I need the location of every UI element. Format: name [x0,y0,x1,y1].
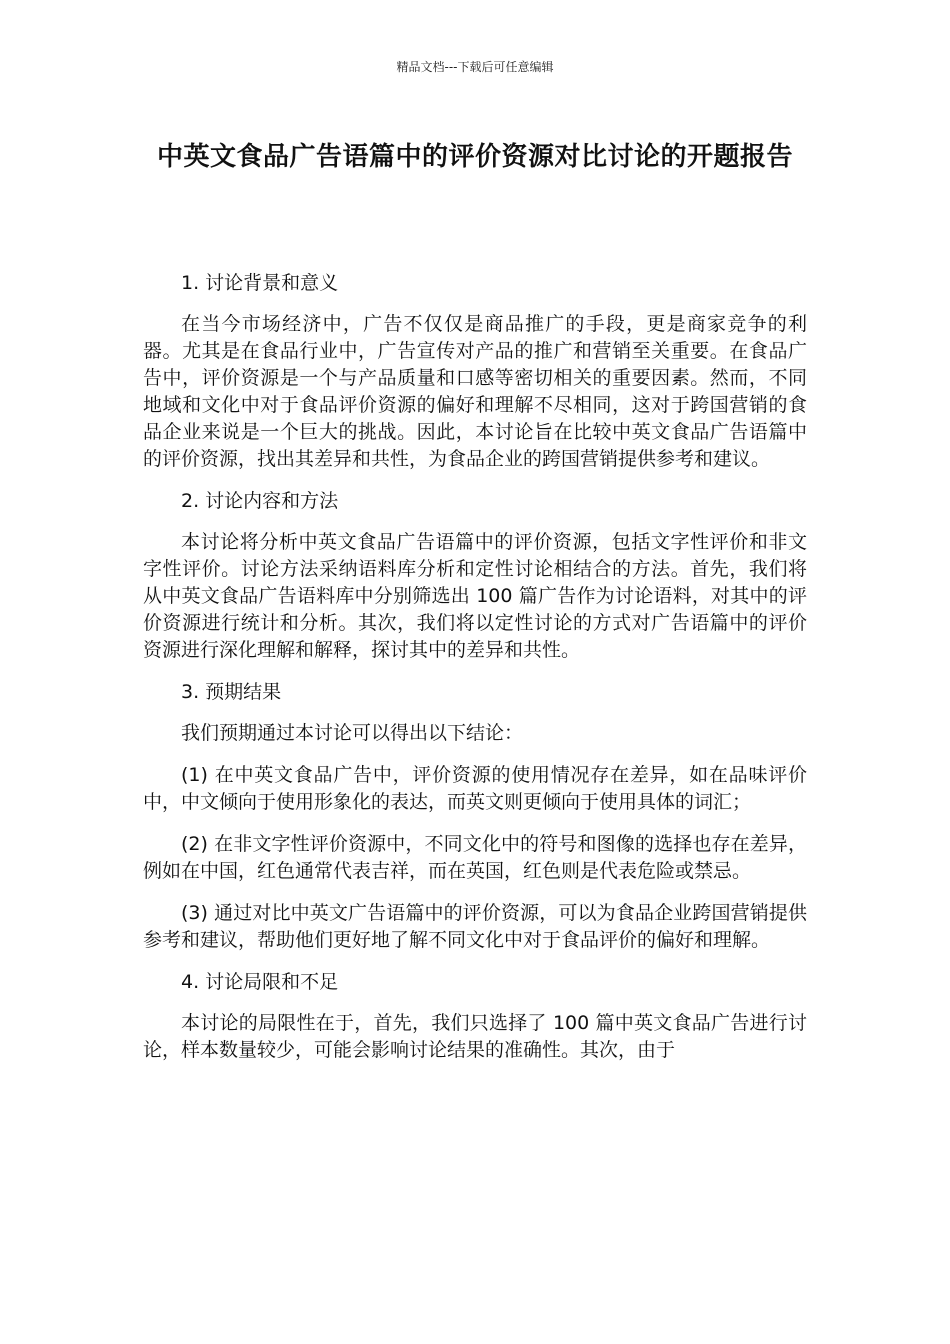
section-3-item-3: (3) 通过对比中英文广告语篇中的评价资源，可以为食品企业跨国营销提供参考和建议，帮助他们更好地了解不同文化中对于食品评价的偏好和理解。 [143,902,807,951]
section-3-item-2: (2) 在非文字性评价资源中，不同文化中的符号和图像的选择也存在差异，例如在中国，红色通常代表吉祥，而在英国，红色则是代表危险或禁忌。 [143,833,807,882]
header-note: 精品文档---下载后可任意编辑 [396,60,554,74]
section-1-paragraph: 在当今市场经济中，广告不仅仅是商品推广的手段，更是商家竞争的利器。尤其是在食品行业中，广告宣传对产品的推广和营销至关重要。在食品广告中，评价资源是一个与产品质量和口感等密切相关的重要因素。然而，不同地域和文化中对于食品评价资源的偏好和理解不尽相同，这对于跨国营销的食品企业来说是一个巨大的挑战。因此，本讨论旨在比较中英文食品广告语篇中的评价资源，找出其差异和共性，为食品企业的跨国营销提供参考和建议。 [143,313,807,470]
section-2-paragraph: 本讨论将分析中英文食品广告语篇中的评价资源，包括文字性评价和非文字性评价。讨论方法采纳语料库分析和定性讨论相结合的方法。首先，我们将从中英文食品广告语料库中分别筛选出 100 篇广告作为讨论语料，对其中的评价资源进行统计和分析。其次，我们将以定性讨论的方式对广告语篇中的评价资源进行深化理解和解释，探讨其中的差异和共性。 [143,531,807,661]
section-2-heading: 2. 讨论内容和方法 [181,490,339,512]
section-3-intro: 我们预期通过本讨论可以得出以下结论： [181,722,524,744]
document-body [143,270,807,1079]
section-3-item-1: (1) 在中英文食品广告中，评价资源的使用情况存在差异，如在品味评价中，中文倾向于使用形象化的表达，而英文则更倾向于使用具体的词汇； [143,764,807,813]
document-title: 中英文食品广告语篇中的评价资源对比讨论的开题报告 [156,142,793,172]
section-3-heading: 3. 预期结果 [181,681,282,703]
section-4-heading: 4. 讨论局限和不足 [181,971,339,993]
section-1-heading: 1. 讨论背景和意义 [181,272,339,294]
section-4-paragraph: 本讨论的局限性在于，首先，我们只选择了 100 篇中英文食品广告进行讨论，样本数量较少，可能会影响讨论结果的准确性。其次，由于 [143,1012,807,1061]
